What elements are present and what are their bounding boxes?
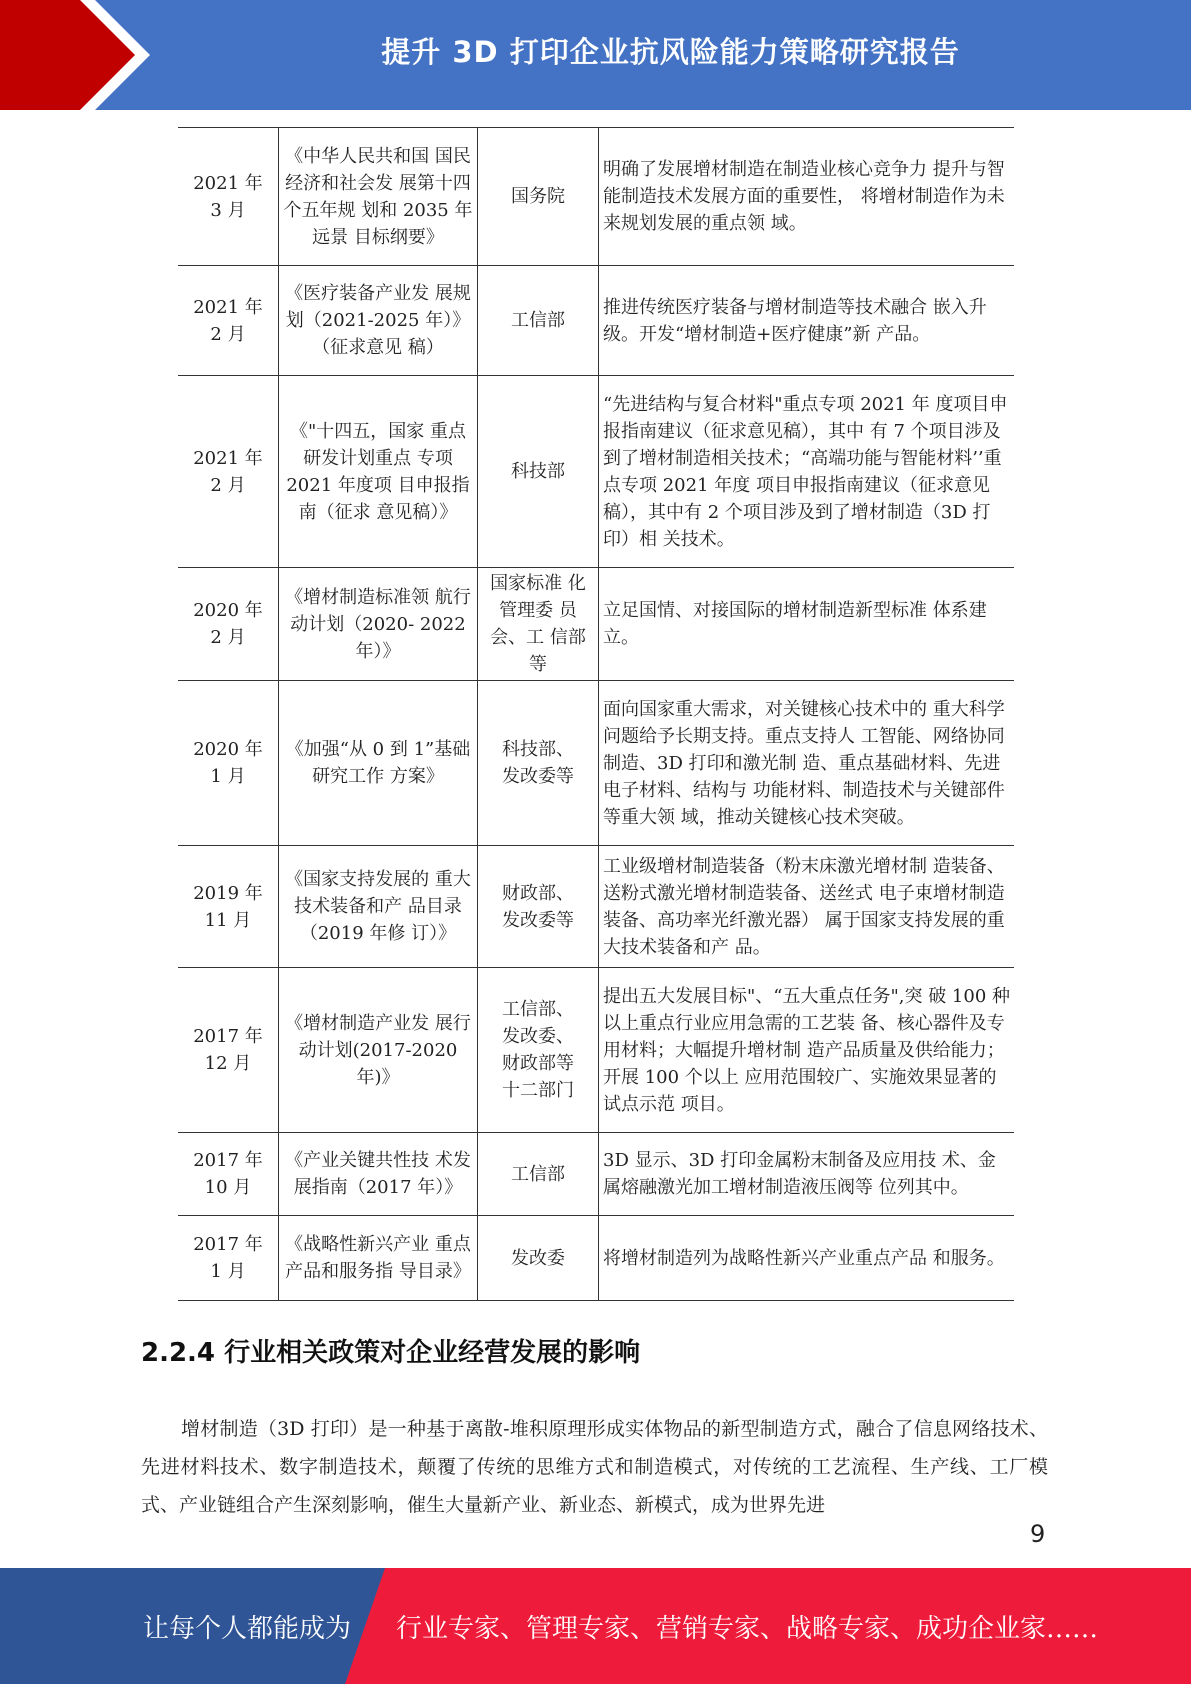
policy-title-cell: 《战略性新兴产业 重点产品和服务指 导目录》 [279,1216,478,1301]
page-header [0,0,1191,110]
policy-date-cell: 2021 年 2 月 [178,266,279,376]
policy-title-cell: 《增材制造产业发 展行动计划(2017-2020 年)》 [279,968,478,1133]
policy-department-cell: 工信部 [478,266,599,376]
policy-department-cell: 工信部 [478,1133,599,1216]
policy-title-cell: 《医疗装备产业发 展规划（2021-2025 年）》（征求意见 稿） [279,266,478,376]
policy-content-cell: 提出五大发展目标"、“五大重点任务",突 破 100 种以上重点行业应用急需的工艺装 备、核心器件及专用材料；大幅提升增材制 造产品质量及供给能力；开展 100 个以上 应用范围较广、实施效果显著的试点示范 项目。 [599,968,1015,1133]
table-row [178,681,1014,846]
policy-date-cell: 2019 年 11 月 [178,846,279,968]
policy-content-cell: 推进传统医疗装备与增材制造等技术融合 嵌入升级。开发“增材制造+医疗健康”新 产品。 [599,266,1015,376]
policy-title-cell: 《产业关键共性技 术发展指南（2017 年）》 [279,1133,478,1216]
policy-date-cell: 2021 年 3 月 [178,128,279,266]
policy-title-cell: 《加强“从 0 到 1”基础研究工作 方案》 [279,681,478,846]
policy-content-cell: “先进结构与复合材料"重点专项 2021 年 度项目申报指南建议（征求意见稿），其中 有 7 个项目涉及到了增材制造相关技术；“高端功能与智能材料’’重点专项 2021 年度 项目申报指南建议（征求意见稿），其中有 2 个项目涉及到了增材制造（3D 打印）相 关技术。 [599,376,1015,568]
policy-content-cell: 工业级增材制造装备（粉末床激光增材制 造装备、送粉式激光增材制造装备、送丝式 电子束增材制造装备、高功率光纤激光器） 属于国家支持发展的重大技术装备和产 品。 [599,846,1015,968]
table-row [178,266,1014,376]
policy-date-cell: 2020 年 1 月 [178,681,279,846]
policy-title-cell: 《"十四五，国家 重点研发计划重点 专项 2021 年度项 目申报指南（征求 意见稿）》 [279,376,478,568]
policy-department-cell: 国家标准 化管理委 员会、工 信部等 [478,568,599,681]
policy-department-cell: 国务院 [478,128,599,266]
footer-slogan-left: 让每个人都能成为 [143,1614,352,1644]
table-row [178,846,1014,968]
table-row [178,968,1014,1133]
policy-content-cell: 将增材制造列为战略性新兴产业重点产品 和服务。 [599,1216,1015,1301]
policy-date-cell: 2017 年 12 月 [178,968,279,1133]
table-row [178,1216,1014,1301]
policy-department-cell: 工信部、 发改委、 财政部等 十二部门 [478,968,599,1133]
policy-title-cell: 《国家支持发展的 重大技术装备和产 品目录（2019 年修 订）》 [279,846,478,968]
section-heading: 2.2.4 行业相关政策对企业经营发展的影响 [141,1338,641,1368]
policy-department-cell: 科技部 [478,376,599,568]
policy-department-cell: 发改委 [478,1216,599,1301]
policy-date-cell: 2017 年 1 月 [178,1216,279,1301]
policy-content-cell: 明确了发展增材制造在制造业核心竞争力 提升与智能制造技术发展方面的重要性， 将增材制造作为未来规划发展的重点领 域。 [599,128,1015,266]
policy-date-cell: 2020 年 2 月 [178,568,279,681]
policy-table [178,127,1014,1301]
table-row [178,376,1014,568]
policy-department-cell: 财政部、 发改委等 [478,846,599,968]
footer-slogan-right: 行业专家、管理专家、营销专家、战略专家、成功企业家…… [396,1614,1099,1644]
page-footer [0,1568,1191,1684]
table-row [178,128,1014,266]
policy-date-cell: 2017 年 10 月 [178,1133,279,1216]
report-title: 提升 3D 打印企业抗风险能力策略研究报告 [381,35,960,69]
body-paragraph: 增材制造（3D 打印）是一种基于离散-堆积原理形成实体物品的新型制造方式，融合了信息网络技术、先进材料技术、数字制造技术，颠覆了传统的思维方式和制造模式，对传统的工艺流程、生产线、工厂模式、产业链组合产生深刻影响，催生大量新产业、新业态、新模式，成为世界先进 [141,1418,1048,1516]
policy-date-cell: 2021 年 2 月 [178,376,279,568]
table-row [178,568,1014,681]
policy-content-cell: 立足国情、对接国际的增材制造新型标准 体系建立。 [599,568,1015,681]
policy-department-cell: 科技部、 发改委等 [478,681,599,846]
policy-content-cell: 面向国家重大需求，对关键核心技术中的 重大科学问题给予长期支持。重点支持人 工智能、网络协同制造、3D 打印和激光制 造、重点基础材料、先进电子材料、结构与 功能材料、制造技术与关键部件等重大领 域，推动关键核心技术突破。 [599,681,1015,846]
policy-title-cell: 《增材制造标准领 航行动计划（2020- 2022 年）》 [279,568,478,681]
page-number: 9 [1030,1520,1046,1548]
policy-content-cell: 3D 显示、3D 打印金属粉末制备及应用技 术、金属熔融激光加工增材制造液压阀等 位列其中。 [599,1133,1015,1216]
table-row [178,1133,1014,1216]
policy-title-cell: 《中华人民共和国 国民经济和社会发 展第十四个五年规 划和 2035 年远景 目标纲要》 [279,128,478,266]
